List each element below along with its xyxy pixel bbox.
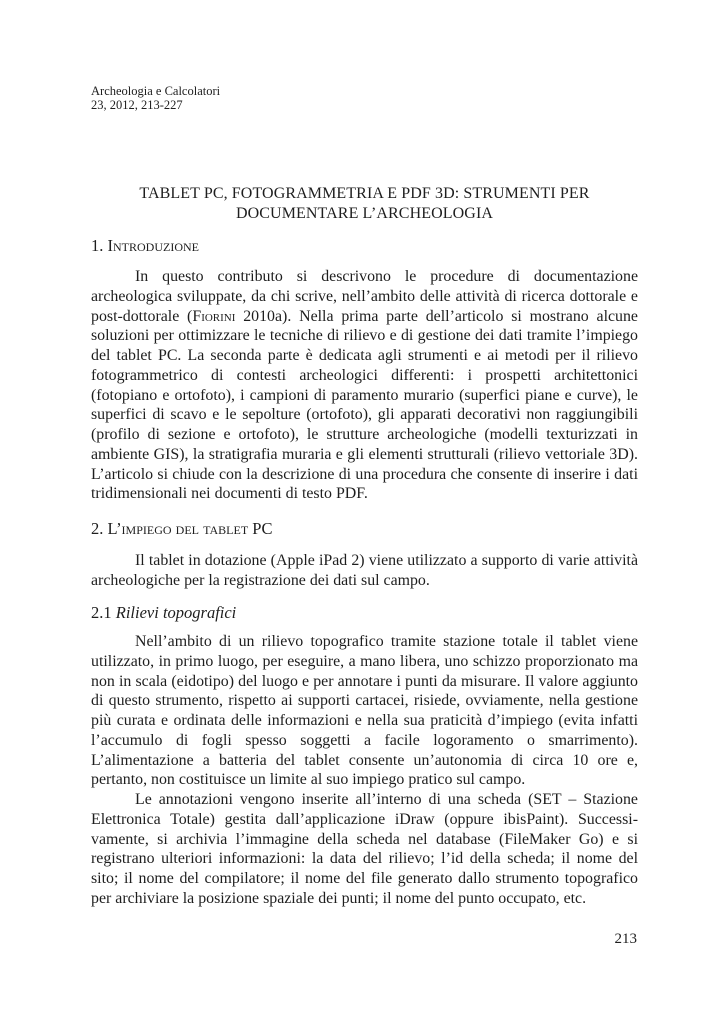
rilievi-body [91,632,638,909]
section-title: Introduzione [107,236,199,255]
section-title-suffix: PC [248,519,273,538]
rilievi-paragraph-2: Le annotazioni vengono inserite all’interno di una scheda (SET – Stazione Elettronica Totale) gestita dall’applicazione iDraw (oppure ibisPaint). Successivamente, si archivia l’immagine della scheda nel database (FileMaker Go) e si registrano ulteriori informazioni: la data del rilievo; l’id della scheda; il nome del sito; il nome del compilatore; il nome del file generato dallo strumento topografico per archiviare la posizione spaziale dei punti; il nome del punto occupato, etc. [91,791,638,907]
page-number: 213 [614,931,637,947]
running-head [91,84,220,112]
article-title: TABLET PC, FOTOGRAMMETRIA E PDF 3D: STRUMENTI PER DOCUMENTARE L’ARCHEOLOGIA [139,185,590,222]
intro-body [91,267,638,504]
section-title: L’impiego del tablet [107,519,249,538]
journal-name: Archeologia e Calcolatori [91,84,221,98]
citation-author: Fiorini [192,307,236,325]
intro-text-start: In questo contributo si descrivono le procedure di documentazione archeologica sviluppate, da chi scrive, nell’ambito delle attività di ricerca dottorale e post-dottorale ( [91,268,638,325]
intro-text-end: 2010a). Nella prima parte dell’articolo si mostrano alcune soluzioni per ottimizzare le tecniche di rilievo e di gestione dei dati tramite l’impiego del tablet PC. La seconda parte è dedicata agli strumenti e ai metodi per il rilievo fotogrammetrico di contesti archeologici differenti: i prospetti architettonici (fotopiano e ortofoto), i campioni di paramento murario (superfici piane e curve), le superfici di scavo e le sepolture (ortofoto), gli apparati decorativi non raggiungibili (profilo di sezione e ortofoto), le strutture archeologiche (modelli texturizzati in ambiente GIS), la stratigrafia muraria e gli elementi strutturali (rilievo vettoriale 3D). L’articolo si chiude con la descrizione di una procedura che consente di inserire i dati tridimensionali nei documenti di testo PDF. [91,307,638,503]
section-number: 2. [91,519,108,538]
section-heading-impiego [91,519,272,539]
subsection-number: 2.1 [91,603,116,622]
issue-info: 23, 2012, 213-227 [91,98,183,112]
rilievi-paragraph-1: Nell’ambito di un rilievo topografico tramite stazione totale il tablet viene utilizzato, in primo luogo, per eseguire, a mano libera, uno schizzo proporzionato ma non in scala (eidotipo) del luogo e per annotare i punti da misurare. Il valore aggiunto di questo strumento, rispetto ai supporti cartacei, risiede, ovviamente, nella gestione più curata e ordinata delle informazioni e nella sua praticità d’impiego (evita infatti l’accumulo di fogli spesso soggetti a facile logoramento o smarrimento). L’alimentazione a batteria del tablet consente un’autonomia di circa 10 ore e, pertanto, non costituisce un limite al suo impiego pratico sul campo. [91,633,638,789]
section-number: 1. [91,236,108,255]
intro-paragraph [91,267,638,504]
section-heading-introduzione [91,236,199,256]
impiego-paragraph: Il tablet in dotazione (Apple iPad 2) viene utilizzato a supporto di varie attività archeologiche per la registrazione dei dati sul campo. [91,552,638,589]
subsection-title: Rilievi topografici [115,603,237,622]
subsection-heading-rilievi [91,603,236,623]
impiego-body [91,551,638,591]
